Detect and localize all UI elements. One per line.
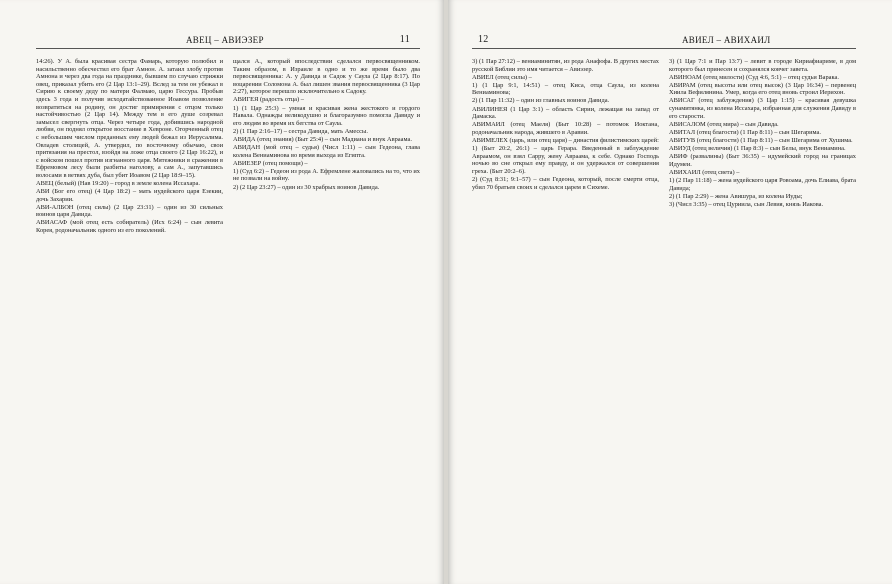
entry-paragraph: АВИРАМ (отец высоты или отец высок) (3 Цар 16:34) – первенец Хиила Вефилянина. Умер, когда его отец вновь строил Иерихон. <box>669 81 856 97</box>
entry-paragraph: АВИДА (отец знания) (Быт 25:4) – сын Мадиана и внук Авраама. <box>233 135 412 143</box>
entry-paragraph: АВИГЕЯ (радость отца) – <box>233 96 304 104</box>
entry-paragraph: АВИУД (отец величия) (1 Пар 8:3) – сын Белы, внук Вениамина. <box>669 145 846 153</box>
entry-paragraph: АВИДАН (мой отец – судья) (Числ 1:11) – сын Гедеона, глава колена Вениаминова во время выхода из Египта. <box>233 144 420 159</box>
entry-paragraph: АВЕЦ (белый) (Нав 19:20) – город в земле колена Иссахара. <box>36 180 200 187</box>
right-column-2 <box>669 58 856 566</box>
entry-paragraph: 1) (1 Цар 9:1, 14:51) – отец Киса, отца Саула, из колена Вениаминова; <box>472 81 659 97</box>
entry-paragraph: 2) (Суд 8:31; 9:1–57) – сын Гедеона, который, после смерти отца, убил 70 братьев своих и сделался царем в Сихеме. <box>472 175 659 191</box>
left-text-columns <box>36 58 420 566</box>
entry-paragraph: АВИМЕЛЕХ (царь, или отец царя) – династия филистимских царей: <box>472 136 659 144</box>
entry-paragraph: АВИЛИНЕЯ (1 Цар 3:1) – область Сирии, лежащая на запад от Дамаска. <box>472 105 659 121</box>
entry-paragraph: щался А., который впоследствии сделался первосвященником. Таким образом, в Израиле в одно и то же время было два первосвященника: А. у Давида и Садок у Саула (2 Цар 8:17). По воцарении Соломона А. был лишен звания первосвященника (3 Цар 2:27), которое перешло исключительно к Садоку. <box>233 58 420 96</box>
entry-paragraph: АВИ (Бог его отец) (4 Цар 18:2) – мать иудейского царя Езекии, дочь Захарии. <box>36 188 223 203</box>
entry-paragraph: 1) (Быт 20:2, 26:1) – царь Герара. Введенный в заблуждение Авраамом, он взял Сарру, жену Авраама, к себе. Однако Господь ночью во сне открыл ему правду, и он удержался от совершения греха. (Быт 20:2–6). <box>472 145 659 175</box>
right-column-1 <box>472 58 659 566</box>
entry-paragraph: 3) (Числ 3:35) – отец Цуриила, сын Левия, князь Иакова. <box>669 200 824 208</box>
entry-paragraph: АВИТАЛ (отец благости) (1 Пар 8:11) – сын Шегарима. <box>669 128 821 136</box>
left-header-title: АВЕЦ – АВИЭЗЕР <box>186 35 264 45</box>
entry-paragraph: АВИХАИЛ (отец света) – <box>669 168 740 176</box>
entry-paragraph: 2) (1 Пар 11:32) – один из главных воинов Давида. <box>472 97 610 105</box>
entry-paragraph: АВИЕЛ (отец силы) – <box>472 73 532 81</box>
entry-paragraph: 2) (1 Пар 2:16–17) – сестра Давида, мать Амессы. <box>233 127 368 135</box>
right-page <box>448 0 892 584</box>
right-page-number: 12 <box>478 34 489 45</box>
right-running-header <box>472 34 856 49</box>
left-page-number: 11 <box>399 34 410 45</box>
left-running-header <box>36 34 420 49</box>
entry-paragraph: 3) (1 Цар 7:1 и Пар 13:7) – левит в городе Кириафиариме, в дом которого был принесен и сохранялся ковчег завета. <box>669 58 856 73</box>
entry-paragraph: АВИНОАМ (отец милости) (Суд 4:6, 5:1) – отец судьи Варака. <box>669 73 839 81</box>
entry-paragraph: 1) (1 Цар 25:3) – умная и красивая жена жестокого и гордого Навала. Однажды великодушно и благоразумно помогла Давиду и его людям во время их бегства от Саула. <box>233 104 420 127</box>
right-header-title: АВИЕЛ – АВИХАИЛ <box>682 35 771 45</box>
entry-paragraph: АВИСАЛОМ (отец мира) – сын Давида. <box>669 120 779 128</box>
entry-paragraph: АВИЕЗЕР (отец помощи) – <box>233 159 308 167</box>
entry-paragraph: 3) (1 Пар 27:12) – вениаминитян, из рода Анафофа. В других местах русской Библии это имя читается – Авиэзер. <box>472 58 659 73</box>
left-page <box>0 0 444 584</box>
entry-paragraph: 1) (2 Пар 11:18) – жена иудейского царя Ровоама, дочь Елиава, брата Давида; <box>669 176 856 192</box>
left-column-1 <box>36 58 223 566</box>
entry-paragraph: АВИ-АЛБОН (отец силы) (2 Цар 23:31) – один из 30 сильных воинов царя Давида. <box>36 203 223 219</box>
entry-paragraph: АВИФ (развалины) (Быт 36:35) – идумейский город на границах Идумеи. <box>669 153 856 168</box>
entry-paragraph: 2) (2 Цар 23:27) – один из 30 храбрых воинов Давида. <box>233 183 380 191</box>
entry-paragraph: АВИТУВ (отец благости) (1 Пар 8:11) – сын Шегарима от Хушима. <box>669 136 853 144</box>
left-column-2 <box>233 58 420 566</box>
right-text-columns <box>472 58 856 566</box>
entry-paragraph: 1) (Суд 6:2) – Гедеон из рода А. Ефремлене жаловались на то, что их не позвали на войну. <box>233 167 420 183</box>
entry-paragraph: 14:26). У А. была красивая сестра Фамарь, которую полюбил и насильственно обесчестил его брат Амнон. А. затаил злобу против Амнона и через два года на празднике, бывшем по случаю стрижки овец, приказал убить его (2 Цар 13:1–29). Вслед за тем он убежал в Сирию к своему деду по матери Фалмаю, царю Гессура. Пробыв здесь 3 года и получив исходатайствованное Иоавом позволение возвратиться на родину, он достиг примирения с отцом только настойчивостью (2 Цар 14). Между тем в его душе созревал замысел свергнуть отца. Через четыре года, добившись народной любви, он поднял открытое восстание в Хевроне. Огорченный отец с небольшим числом преданных ему людей бежал из Иерусалима. Овладев столицей, А. утвердил, по восточному обычаю, свои притязания на престол, взойдя на ложе отца своего (2 Цар 16:22), и с войском пошел против изгнанного царя. Мятежники в сражении в Ефремовом лесу были разбиты наголову, а сам А., запутавшись волосами в ветвях дуба, был убит Иоавом (2 Цар 18:9–15). <box>36 58 223 179</box>
entry-paragraph: АВИСАГ (отец заблуждения) (3 Цар 1:15) – красивая девушка сунамитянка, из колена Иссахара, избранная для служения Давиду в его старости. <box>669 97 856 120</box>
entry-paragraph: 2) (1 Пар 2:29) – жена Авишура, из колена Иуды; <box>669 192 803 200</box>
entry-paragraph: АВИАСАФ (мой отец есть собиратель) (Исх 6:24) – сын левита Корея, родоначальник одного из его поколений. <box>36 219 223 235</box>
entry-paragraph: АВИМАИЛ (отец Маеля) (Быт 10:28) – потомок Иоктана, родоначальник народа, жившего в Аравии. <box>472 121 659 136</box>
